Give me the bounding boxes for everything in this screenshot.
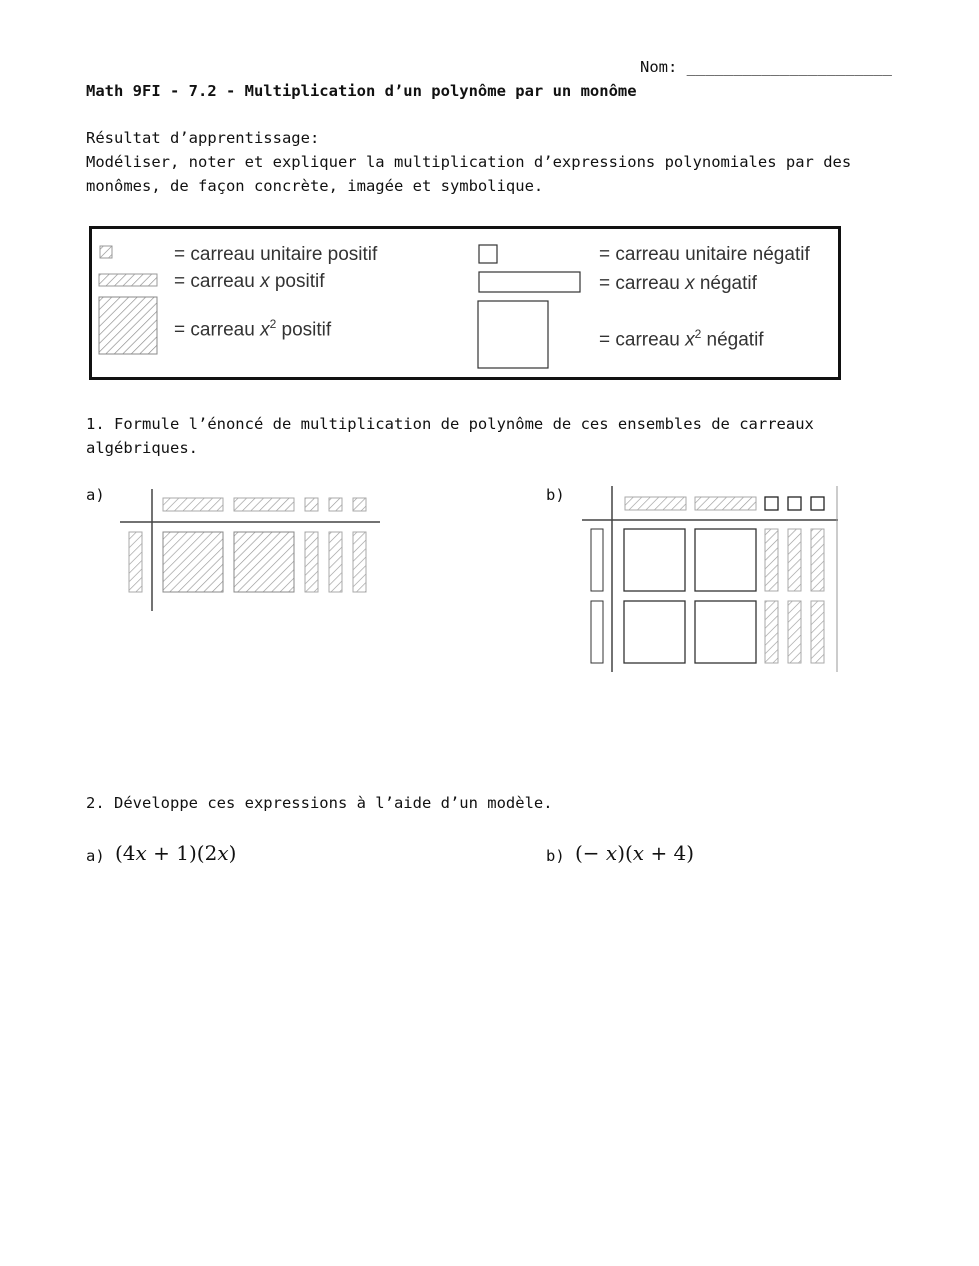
tile-top-x-2 [234, 498, 294, 511]
tile-product-x2-2 [234, 532, 294, 592]
tile-side-neg-x-2 [591, 601, 603, 663]
legend-x-negative: = carreau x négatif [599, 273, 757, 294]
tile-product-neg-x2-1 [624, 529, 685, 591]
name-line[interactable]: ______________________ [686, 58, 892, 76]
legend-x2-negative: = carreau $x^2$ négatif [599, 327, 764, 351]
tile-top-x-1 [625, 497, 686, 510]
outcome-label: Résultat d’apprentissage: [86, 129, 320, 147]
tile-top-x-1 [163, 498, 223, 511]
tile-side-neg-x-1 [591, 529, 603, 591]
legend-unit-positive: = carreau unitaire positif [174, 244, 378, 265]
legend-x2-positive: = carreau $x^2$ positif [174, 317, 332, 341]
tile-product-x-3 [811, 529, 824, 591]
tile-legend [89, 226, 841, 380]
q2-text: 2. Développe ces expressions à l’aide d’un modèle. [86, 794, 553, 812]
tile-side-x [129, 532, 142, 592]
tile-product-x-4 [765, 601, 778, 663]
outcome-line-2: monômes, de façon concrète, imagée et symbolique. [86, 177, 544, 195]
tile-product-x-5 [788, 601, 801, 663]
x-negative-tile-icon [479, 272, 580, 292]
tile-top-unit-1 [305, 498, 318, 511]
tile-product-x-2 [788, 529, 801, 591]
tile-top-unit-2 [329, 498, 342, 511]
q2-a-expression: (4𝑥 + 1)(2𝑥) [115, 841, 237, 865]
tile-product-x-1 [765, 529, 778, 591]
tile-product-x-1 [305, 532, 318, 592]
x2-negative-tile-icon [478, 301, 548, 368]
q1-b-label: b) [546, 486, 565, 504]
tile-product-neg-x2-2 [695, 529, 756, 591]
tile-product-neg-x2-3 [624, 601, 685, 663]
tile-product-x-2 [329, 532, 342, 592]
unit-positive-tile-icon [100, 246, 112, 258]
tile-top-neg-unit-1 [765, 497, 778, 510]
x-positive-tile-icon [99, 274, 157, 286]
q2-b-label: b) [546, 847, 565, 865]
name-label: Nom: [640, 58, 678, 76]
q2-b-expression: (− 𝑥)(𝑥 + 4) [575, 841, 695, 865]
page-title: Math 9FI - 7.2 - Multiplication d’un polynôme par un monôme [86, 82, 637, 100]
tile-top-unit-3 [353, 498, 366, 511]
q1-b-tile-diagram [578, 484, 848, 684]
legend-x-positive: = carreau x positif [174, 271, 325, 292]
outcome-line-1: Modéliser, noter et expliquer la multiplication d’expressions polynomiales par des [86, 153, 852, 171]
q1-line-2: algébriques. [86, 439, 198, 457]
tile-product-x-3 [353, 532, 366, 592]
legend-unit-negative: = carreau unitaire négatif [599, 244, 810, 265]
tile-product-x-6 [811, 601, 824, 663]
tile-product-x2-1 [163, 532, 223, 592]
unit-negative-tile-icon [479, 245, 497, 263]
tile-top-neg-unit-2 [788, 497, 801, 510]
q1-a-tile-diagram [115, 485, 385, 615]
tile-top-neg-unit-3 [811, 497, 824, 510]
name-field [640, 58, 892, 76]
x2-positive-tile-icon [99, 297, 157, 354]
tile-top-x-2 [695, 497, 756, 510]
q2-a-label: a) [86, 847, 105, 865]
q1-a-label: a) [86, 486, 105, 504]
tile-product-neg-x2-4 [695, 601, 756, 663]
q1-line-1: 1. Formule l’énoncé de multiplication de polynôme de ces ensembles de carreaux [86, 415, 814, 433]
